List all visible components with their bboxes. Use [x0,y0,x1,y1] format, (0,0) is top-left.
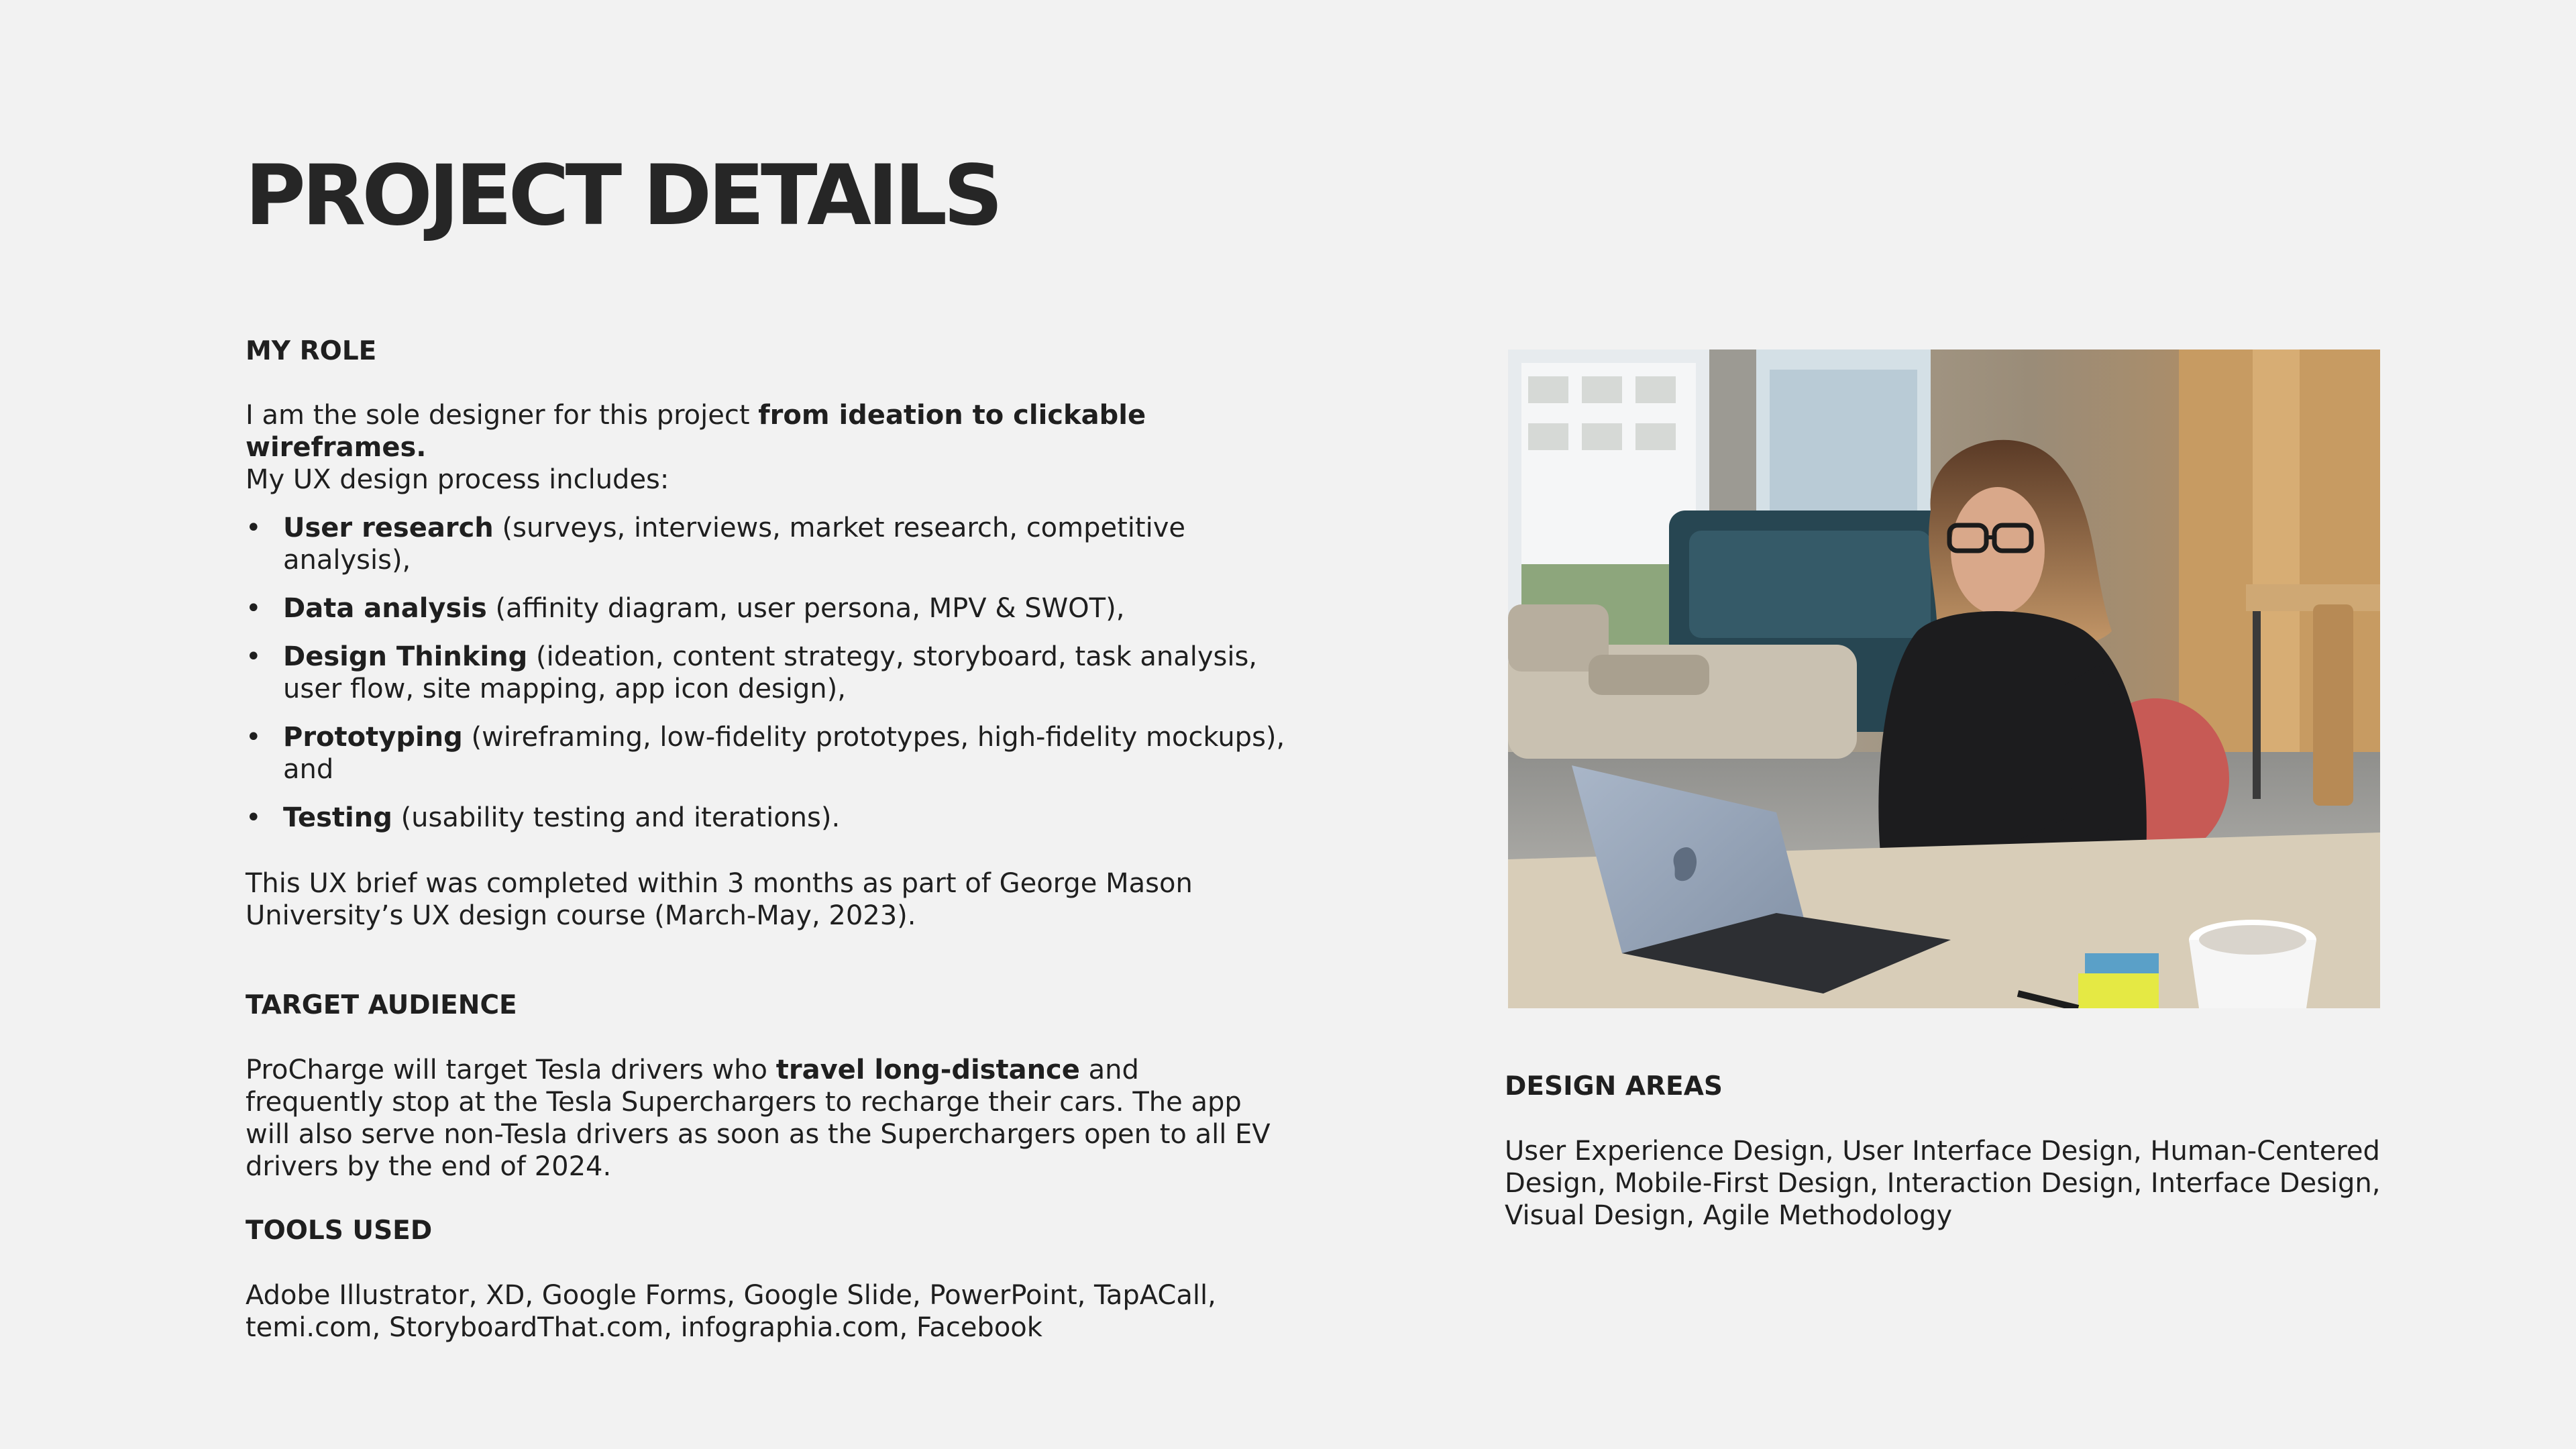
list-item-text: (affinity diagram, user persona, MPV & SWOT), [486,593,1125,624]
list-item-bold: Testing [283,802,392,833]
list-item [246,641,1285,705]
bullet-dot-icon: • [246,641,262,672]
list-item-bold: Data analysis [283,593,487,624]
bullet-dot-icon: • [246,722,262,753]
bullet-dot-icon: • [246,513,262,543]
designer-photo-illustration [1508,350,2380,1008]
design-areas-heading: DESIGN AREAS [1505,1071,1723,1102]
left-column [246,335,1285,1344]
design-areas-section [1505,1071,2397,1232]
target-audience-bold: travel long-distance [775,1055,1080,1085]
process-list [246,512,1285,834]
target-audience-prefix: ProCharge will target Tesla drivers who [246,1055,776,1085]
target-audience-text [246,1054,1285,1183]
list-item-text: (wireframing, low-fidelity prototypes, high-fidelity mockups), and [283,722,1285,785]
list-item-text: (usability testing and iterations). [392,802,841,833]
my-role-intro-line2: My UX design process includes: [246,464,669,495]
list-item [246,721,1285,786]
list-item [246,592,1285,625]
list-item-bold: Design Thinking [283,641,528,672]
target-audience-suffix: and frequently stop at the Tesla Superchargers to recharge their cars. The app will also serve non-Tesla drivers as soon as the Superchargers open to all EV drivers by the end of 2024. [246,1055,1271,1182]
list-item-text: (ideation, content strategy, storyboard, task analysis, user flow, site mapping, app icon design), [283,641,1258,704]
list-item [246,512,1285,576]
list-item-bold: User research [283,513,494,543]
target-audience-heading: TARGET AUDIENCE [246,990,517,1020]
bullet-dot-icon: • [246,802,262,833]
my-role-intro-prefix: I am the sole designer for this project [246,400,759,431]
my-role-heading: MY ROLE [246,336,377,366]
list-item [246,802,1285,834]
designer-photo [1508,350,2380,1008]
list-item-text: (surveys, interviews, market research, competitive analysis), [283,513,1185,576]
page-title: PROJECT DETAILS [245,148,1000,244]
my-role-intro-bold: from ideation to clickable wireframes. [246,400,1146,463]
list-item-bold: Prototyping [283,722,463,753]
design-areas-text: User Experience Design, User Interface Design, Human-Centered Design, Mobile-First Design, Interaction Design, Interface Design, Visual Design, Agile Methodology [1505,1136,2381,1231]
bullet-dot-icon: • [246,593,262,624]
tools-used-text: Adobe Illustrator, XD, Google Forms, Google Slide, PowerPoint, TapACall, temi.com, StoryboardThat.com, infographia.com, Facebook [246,1280,1216,1343]
my-role-intro [246,399,1285,496]
completion-text: This UX brief was completed within 3 months as part of George Mason University’s UX design course (March-May, 2023). [246,868,1193,931]
tools-used-heading: TOOLS USED [246,1216,433,1246]
